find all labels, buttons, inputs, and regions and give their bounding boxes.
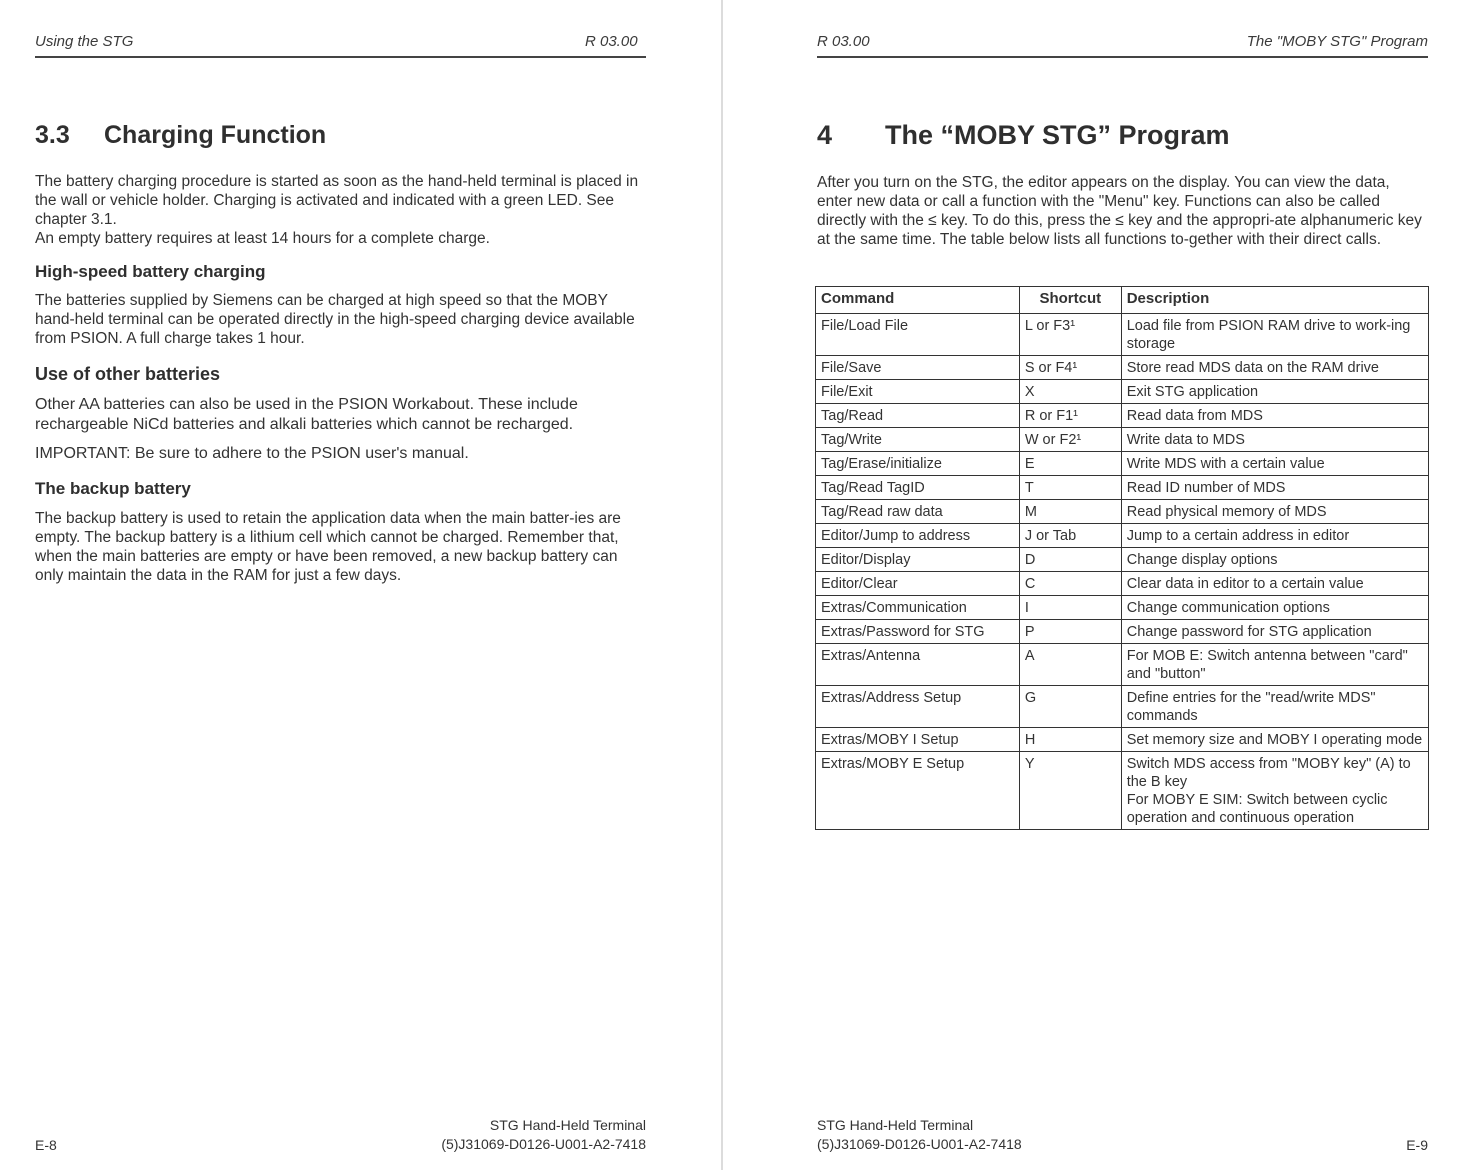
- command-cell: [816, 686, 1020, 728]
- shortcut-cell: [1019, 524, 1121, 548]
- shortcut-cell-text: X: [1024, 384, 1035, 400]
- footer-document-code: (5)J31069-D0126-U001-A2-7418: [441, 1136, 646, 1152]
- command-cell: [816, 500, 1020, 524]
- subheading-high-speed: High-speed battery charging: [35, 262, 266, 281]
- running-header-right: The "MOBY STG" Program: [1246, 33, 1428, 50]
- description-cell: [1121, 452, 1428, 476]
- shortcut-cell: [1019, 644, 1121, 686]
- command-cell-text: Editor/Clear: [821, 576, 898, 592]
- shortcut-cell: [1019, 314, 1121, 356]
- table-row: [816, 686, 1429, 728]
- description-cell: [1121, 524, 1428, 548]
- command-cell-text: File/Save: [821, 360, 882, 376]
- command-cell: [816, 752, 1020, 830]
- description-cell: [1121, 314, 1428, 356]
- table-row: [816, 314, 1429, 356]
- command-cell-text: Tag/Write: [821, 432, 882, 448]
- command-cell-text: Extras/Password for STG: [821, 624, 985, 640]
- description-cell-text: Switch MDS access from "MOBY key" (A) to the B key: [1126, 756, 1411, 790]
- column-header-command: Command: [816, 287, 1020, 314]
- command-table: [815, 286, 1429, 830]
- shortcut-cell: [1019, 596, 1121, 620]
- description-cell-text: Exit STG application: [1126, 384, 1259, 400]
- description-cell-extra-text: For MOBY E SIM: Switch between cyclic operation and continuous operation: [1126, 792, 1388, 826]
- page-number: E-8: [35, 1137, 57, 1153]
- backup-battery-paragraph: The backup battery is used to retain the application data when the main batter-ies are empty. The backup battery is a lithium cell which cannot be charged. Remember that, when the main batteries are empty or have been removed, a new backup battery can only maintain the data in the RAM for just a few days.: [35, 510, 621, 584]
- description-cell: [1121, 500, 1428, 524]
- table-row: [816, 596, 1429, 620]
- description-cell: [1121, 356, 1428, 380]
- description-cell-text: Read data from MDS: [1126, 408, 1263, 424]
- command-cell: [816, 728, 1020, 752]
- shortcut-cell-text: R or F1¹: [1024, 408, 1078, 424]
- command-cell: [816, 524, 1020, 548]
- command-cell-text: Editor/Jump to address: [821, 528, 971, 544]
- header-rule: [817, 56, 1428, 58]
- description-cell-text: Clear data in editor to a certain value: [1126, 576, 1364, 592]
- command-cell-text: Tag/Read raw data: [821, 504, 943, 520]
- charge-time-paragraph: An empty battery requires at least 14 hours for a complete charge.: [35, 230, 490, 247]
- command-cell: [816, 572, 1020, 596]
- description-cell: [1121, 548, 1428, 572]
- command-cell-text: Tag/Read TagID: [821, 480, 925, 496]
- shortcut-cell-text: D: [1024, 552, 1036, 568]
- footer-title: STG Hand-Held Terminal: [489, 1117, 646, 1133]
- intro-paragraph: The battery charging procedure is started as soon as the hand-held terminal is placed in the wall or vehicle holder. Charging is activated and indicated with a green LED. See chapter 3.1.: [35, 173, 639, 228]
- description-cell: [1121, 572, 1428, 596]
- description-cell: [1121, 752, 1428, 830]
- revision-label: R 03.00: [817, 33, 870, 50]
- shortcut-cell: [1019, 752, 1121, 830]
- other-batteries-paragraph: Other AA batteries can also be used in the PSION Workabout. These include rechargeable NiCd batteries and alkali batteries which cannot be recharged.: [35, 396, 578, 433]
- table-row: [816, 476, 1429, 500]
- description-cell-text: Change password for STG application: [1126, 624, 1372, 640]
- table-header-row: [816, 287, 1429, 314]
- shortcut-cell: [1019, 572, 1121, 596]
- description-cell: [1121, 644, 1428, 686]
- shortcut-cell-text: C: [1024, 576, 1036, 592]
- footer-document-code: (5)J31069-D0126-U001-A2-7418: [817, 1136, 1022, 1152]
- command-cell: [816, 644, 1020, 686]
- shortcut-cell: [1019, 452, 1121, 476]
- high-speed-paragraph: The batteries supplied by Siemens can be charged at high speed so that the MOBY hand-held terminal can be operated directly in the high-speed charging device available from PSION. A full charge takes 1 hour.: [35, 292, 635, 347]
- description-cell: [1121, 428, 1428, 452]
- description-cell-text: Change communication options: [1126, 600, 1330, 616]
- chapter-number: 4: [817, 120, 833, 150]
- header-rule: [35, 56, 646, 58]
- table-row: [816, 404, 1429, 428]
- command-cell-text: File/Load File: [821, 318, 909, 334]
- running-header-left: Using the STG: [35, 33, 134, 50]
- command-cell-text: Extras/MOBY E Setup: [821, 756, 965, 772]
- table-row: [816, 644, 1429, 686]
- chapter-intro-paragraph: After you turn on the STG, the editor appears on the display. You can view the data, enter new data or call a function with the "Menu" key. Functions can also be called directly with the ≤ key. To do this, press the ≤ key and the appropri-ate alphanumeric key at the same time. The table below lists all functions to-gether with their direct calls.: [817, 174, 1422, 248]
- description-cell-text: Jump to a certain address in editor: [1126, 528, 1350, 544]
- shortcut-cell: [1019, 500, 1121, 524]
- shortcut-cell-text: T: [1024, 480, 1034, 496]
- chapter-title: The “MOBY STG” Program: [885, 120, 1230, 150]
- command-cell: [816, 314, 1020, 356]
- section-number: 3.3: [35, 121, 70, 149]
- right-page: [726, 0, 1458, 1170]
- command-cell-text: Extras/Address Setup: [821, 690, 962, 706]
- command-cell-text: Editor/Display: [821, 552, 911, 568]
- command-cell-text: Extras/MOBY I Setup: [821, 732, 959, 748]
- description-cell-text: Write MDS with a certain value: [1126, 456, 1325, 472]
- shortcut-cell-text: W or F2¹: [1024, 432, 1082, 448]
- subheading-backup-battery: The backup battery: [35, 479, 191, 498]
- description-cell: [1121, 686, 1428, 728]
- description-cell-text: Change display options: [1126, 552, 1278, 568]
- page-number: E-9: [1406, 1137, 1428, 1153]
- shortcut-cell-text: J or Tab: [1024, 528, 1077, 544]
- subheading-other-batteries: Use of other batteries: [35, 364, 221, 384]
- description-cell: [1121, 620, 1428, 644]
- shortcut-cell: [1019, 548, 1121, 572]
- command-cell: [816, 620, 1020, 644]
- revision-label: R 03.00: [585, 33, 638, 50]
- footer-title: STG Hand-Held Terminal: [817, 1117, 974, 1133]
- description-cell-text: Set memory size and MOBY I operating mode: [1126, 732, 1423, 748]
- table-row: [816, 500, 1429, 524]
- command-cell-text: Tag/Read: [821, 408, 884, 424]
- shortcut-cell-text: P: [1024, 624, 1035, 640]
- command-cell-text: Extras/Communication: [821, 600, 967, 616]
- command-cell-text: Tag/Erase/initialize: [821, 456, 942, 472]
- shortcut-cell-text: A: [1024, 648, 1035, 664]
- table-row: [816, 548, 1429, 572]
- command-cell: [816, 356, 1020, 380]
- shortcut-cell: [1019, 476, 1121, 500]
- description-cell: [1121, 596, 1428, 620]
- table-row: [816, 452, 1429, 476]
- description-cell-text: Load file from PSION RAM drive to work-ing storage: [1126, 318, 1411, 352]
- table-row: [816, 620, 1429, 644]
- command-cell-text: File/Exit: [821, 384, 873, 400]
- shortcut-cell-text: S or F4¹: [1024, 360, 1078, 376]
- command-cell: [816, 596, 1020, 620]
- table-row: [816, 572, 1429, 596]
- page-gutter: [721, 0, 723, 1170]
- command-cell: [816, 428, 1020, 452]
- table-row: [816, 428, 1429, 452]
- description-cell-text: Read ID number of MDS: [1126, 480, 1286, 496]
- shortcut-cell-text: I: [1024, 600, 1029, 616]
- table-row: [816, 356, 1429, 380]
- shortcut-cell: [1019, 620, 1121, 644]
- description-cell-text: For MOB E: Switch antenna between "card" and "button": [1126, 648, 1408, 682]
- shortcut-cell-text: H: [1024, 732, 1036, 748]
- shortcut-cell: [1019, 686, 1121, 728]
- description-cell-text: Read physical memory of MDS: [1126, 504, 1327, 520]
- shortcut-cell-text: M: [1024, 504, 1037, 520]
- command-cell: [816, 452, 1020, 476]
- table-row: [816, 524, 1429, 548]
- shortcut-cell: [1019, 728, 1121, 752]
- table-row: [816, 380, 1429, 404]
- command-cell: [816, 380, 1020, 404]
- shortcut-cell: [1019, 428, 1121, 452]
- shortcut-cell-text: G: [1024, 690, 1037, 706]
- command-cell: [816, 476, 1020, 500]
- description-cell-text: Define entries for the "read/write MDS" commands: [1126, 690, 1376, 724]
- shortcut-cell-text: E: [1024, 456, 1035, 472]
- description-cell: [1121, 380, 1428, 404]
- section-title: Charging Function: [104, 121, 327, 149]
- table-row: [816, 752, 1429, 830]
- shortcut-cell-text: Y: [1024, 756, 1035, 772]
- important-note: IMPORTANT: Be sure to adhere to the PSION user's manual.: [35, 445, 469, 462]
- shortcut-cell: [1019, 404, 1121, 428]
- command-cell-text: Extras/Antenna: [821, 648, 921, 664]
- description-cell-text: Store read MDS data on the RAM drive: [1126, 360, 1379, 376]
- left-page: [0, 0, 720, 1170]
- description-cell: [1121, 476, 1428, 500]
- shortcut-cell-text: L or F3¹: [1024, 318, 1076, 334]
- column-header-description: Description: [1121, 287, 1428, 314]
- shortcut-cell: [1019, 380, 1121, 404]
- column-header-shortcut: Shortcut: [1019, 287, 1121, 314]
- shortcut-cell: [1019, 356, 1121, 380]
- description-cell: [1121, 728, 1428, 752]
- command-cell: [816, 404, 1020, 428]
- description-cell: [1121, 404, 1428, 428]
- table-row: [816, 728, 1429, 752]
- command-cell: [816, 548, 1020, 572]
- description-cell-text: Write data to MDS: [1126, 432, 1245, 448]
